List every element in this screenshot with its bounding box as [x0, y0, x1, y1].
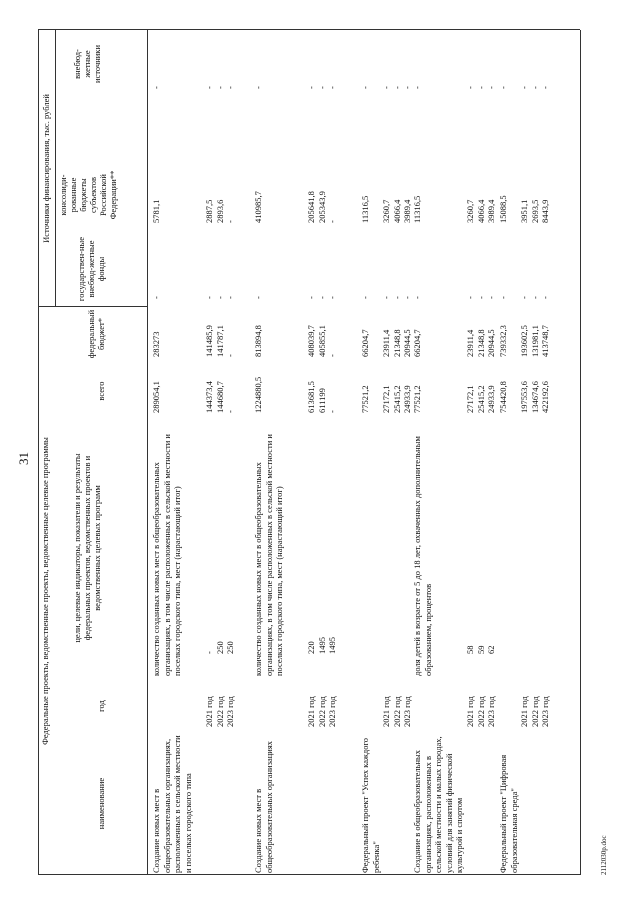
year-label: 2021 год [519, 696, 530, 727]
year-state: - [204, 296, 214, 299]
year-fed: 141787,1 [214, 325, 225, 357]
year-indicator: 220 [306, 641, 316, 654]
row-name: Федеральный проект "Цифровая образовательная среда" [498, 754, 519, 873]
year-label: 2021 год [381, 696, 392, 727]
year-extra: - [465, 86, 475, 89]
row-name: Создание в общеобразовательных организациях, расположенных в сельской местности и малых городах, условий для занятий физической культурой и спортом [412, 736, 465, 873]
year-extra: - [391, 86, 402, 89]
header-name: наименование [96, 777, 106, 830]
summary-cons: 15088,5 [498, 195, 508, 223]
row-indicator: количество созданных новых мест в общеобразовательных организациях, в том числе расположенных в сельской местности и поселках городского типа, мест (нарастающий итог) [151, 434, 183, 676]
year-total: 25415,2 [391, 385, 402, 413]
year-extra: - [204, 86, 214, 89]
year-state: - [381, 296, 392, 299]
year-extra: - [381, 86, 392, 89]
header-mid-line [55, 30, 56, 307]
year-cons: 3260,7 [465, 199, 475, 223]
year-cons: 3989,4 [486, 199, 497, 223]
year-fed: 413748,7 [540, 325, 551, 357]
summary-state: - [412, 296, 422, 299]
year-state: - [475, 296, 486, 299]
year-indicator: 250 [225, 641, 236, 654]
header-total: всего [96, 381, 106, 401]
year-cons: 2893,6 [214, 199, 225, 223]
year-label: 2022 год [391, 696, 402, 727]
header-programs: Федеральные проекты, ведомственные проекты, ведомственные целевые программы [40, 437, 50, 745]
year-total: - [327, 410, 338, 413]
summary-extra: - [360, 86, 370, 89]
year-total: 144680,7 [214, 381, 225, 413]
row-name: Создание новых мест в общеобразовательных организациях [253, 741, 274, 873]
summary-cons: 11316,5 [360, 195, 370, 223]
year-state: - [214, 296, 225, 299]
summary-total: 1224880,5 [253, 376, 263, 413]
year-fed: 20944,5 [486, 329, 497, 357]
summary-state: - [498, 296, 508, 299]
year-label: 2022 год [214, 696, 225, 727]
year-cons: 3989,4 [402, 199, 413, 223]
year-extra: - [327, 86, 338, 89]
year-fed: 408039,7 [306, 325, 316, 357]
header-goals: цели, целевые индикаторы, показатели и результаты федеральных проектов, ведомственных проектов и ведомственных целевых программ [72, 453, 102, 643]
page-number: 31 [16, 452, 31, 465]
year-indicator: 1495 [316, 637, 327, 654]
year-extra: - [519, 86, 530, 89]
row-indicator: доля детей в возрасте от 5 до 18 лет, охваченных дополнительным образованием, процентов [412, 436, 433, 676]
summary-extra: - [412, 86, 422, 89]
summary-total: 754420,8 [498, 381, 508, 413]
table-bottom-border [580, 30, 581, 875]
summary-fed: 66204,7 [360, 329, 370, 357]
year-state: - [391, 296, 402, 299]
year-total: 24933,9 [402, 385, 413, 413]
year-fed: 21348,8 [391, 329, 402, 357]
header-sources: Источники финансирования, тыс. рублей [41, 94, 51, 243]
summary-cons: 5781,1 [151, 199, 161, 223]
year-fed: 21348,8 [475, 329, 486, 357]
summary-total: 77521,2 [360, 385, 370, 413]
header-extra-sources: внебюд-жетные источники [72, 45, 102, 84]
year-fed: 23911,4 [381, 329, 392, 357]
summary-fed: 813894,8 [253, 325, 263, 357]
year-total: 134674,6 [529, 381, 540, 413]
year-label: 2021 год [306, 696, 316, 727]
year-indicator: 58 [465, 645, 475, 654]
year-fed: 23911,4 [465, 329, 475, 357]
year-total: 197553,6 [519, 381, 530, 413]
year-state: - [402, 296, 413, 299]
year-fed: 405855,1 [316, 325, 327, 357]
summary-extra: - [151, 86, 161, 89]
header-year: год [96, 700, 106, 712]
year-fed: - [327, 354, 338, 357]
row-name: Федеральный проект "Успех каждого ребенка" [360, 738, 381, 873]
year-indicator: 59 [475, 645, 486, 654]
year-state: - [327, 296, 338, 299]
footer-filename: 2112030р.doc [600, 835, 608, 875]
year-label: 2023 год [225, 696, 236, 727]
year-indicator: 62 [486, 645, 497, 654]
summary-fed: 739332,3 [498, 325, 508, 357]
year-total: 27172,1 [381, 385, 392, 413]
year-indicator: - [204, 651, 214, 654]
header-fed-budget: федеральный бюджет* [86, 309, 106, 359]
col-border-left [38, 874, 580, 875]
year-total: 144373,4 [204, 381, 214, 413]
year-label: 2023 год [540, 696, 551, 727]
year-state: - [225, 296, 236, 299]
year-cons: 205641,8 [306, 191, 316, 223]
year-cons: 3951,1 [519, 199, 530, 223]
summary-fed: 66204,7 [412, 329, 422, 357]
summary-cons: 410985,7 [253, 191, 263, 223]
header-state-funds: государствен-ные внебюд-жетные фонды [76, 236, 106, 302]
year-extra: - [316, 86, 327, 89]
year-total: 25415,2 [475, 385, 486, 413]
year-state: - [529, 296, 540, 299]
year-fed: 20944,5 [402, 329, 413, 357]
year-state: - [306, 296, 316, 299]
year-extra: - [402, 86, 413, 89]
year-total: 24933,9 [486, 385, 497, 413]
year-state: - [465, 296, 475, 299]
row-indicator: количество созданных новых мест в общеобразовательных организациях, в том числе расположенных в сельской местности и поселках городского типа, мест (нарастающий итог) [253, 434, 285, 676]
year-state: - [486, 296, 497, 299]
year-state: - [540, 296, 551, 299]
summary-cons: 11316,5 [412, 195, 422, 223]
year-total: 422192,6 [540, 381, 551, 413]
row-name: Создание новых мест в общеобразовательных организациях, расположенных в сельской местности и поселках городского типа [151, 735, 193, 873]
table-top-border [38, 30, 39, 875]
year-cons: 2693,5 [529, 199, 540, 223]
year-cons: 8443,9 [540, 199, 551, 223]
header-bottom-line [147, 30, 148, 875]
header-cons-budgets: консолиди-рованные бюджеты субъектов Российской Федерации** [58, 170, 118, 220]
year-label: 2021 год [204, 696, 214, 727]
year-extra: - [214, 86, 225, 89]
year-cons: - [327, 220, 338, 223]
year-extra: - [475, 86, 486, 89]
year-total: 27172,1 [465, 385, 475, 413]
year-extra: - [225, 86, 236, 89]
col-border-right [38, 29, 580, 30]
year-cons: 205343,9 [316, 191, 327, 223]
year-fed: 131981,1 [529, 325, 540, 357]
year-total: - [225, 410, 236, 413]
year-state: - [519, 296, 530, 299]
year-total: 611199 [316, 388, 327, 413]
year-indicator: 1495 [327, 637, 338, 654]
year-fed: - [225, 354, 236, 357]
year-cons: - [225, 220, 236, 223]
summary-state: - [253, 296, 263, 299]
summary-state: - [151, 296, 161, 299]
year-extra: - [486, 86, 497, 89]
year-label: 2022 год [529, 696, 540, 727]
summary-state: - [360, 296, 370, 299]
summary-total: 289054,1 [151, 381, 161, 413]
summary-total: 77521,2 [412, 385, 422, 413]
year-cons: 3260,7 [381, 199, 392, 223]
year-total: 613681,5 [306, 381, 316, 413]
year-label: 2021 год [465, 696, 475, 727]
year-cons: 2887,5 [204, 199, 214, 223]
year-extra: - [306, 86, 316, 89]
summary-fed: 283273 [151, 331, 161, 357]
year-fed: 141485,9 [204, 325, 214, 357]
summary-extra: - [498, 86, 508, 89]
year-cons: 4066,4 [475, 199, 486, 223]
year-label: 2023 год [327, 696, 338, 727]
year-label: 2023 год [402, 696, 413, 727]
summary-extra: - [253, 86, 263, 89]
year-cons: 4066,4 [391, 199, 402, 223]
year-fed: 193602,5 [519, 325, 530, 357]
year-label: 2022 год [475, 696, 486, 727]
year-extra: - [540, 86, 551, 89]
year-label: 2022 год [316, 696, 327, 727]
year-state: - [316, 296, 327, 299]
year-indicator: 250 [214, 641, 225, 654]
year-extra: - [529, 86, 540, 89]
year-label: 2023 год [486, 696, 497, 727]
